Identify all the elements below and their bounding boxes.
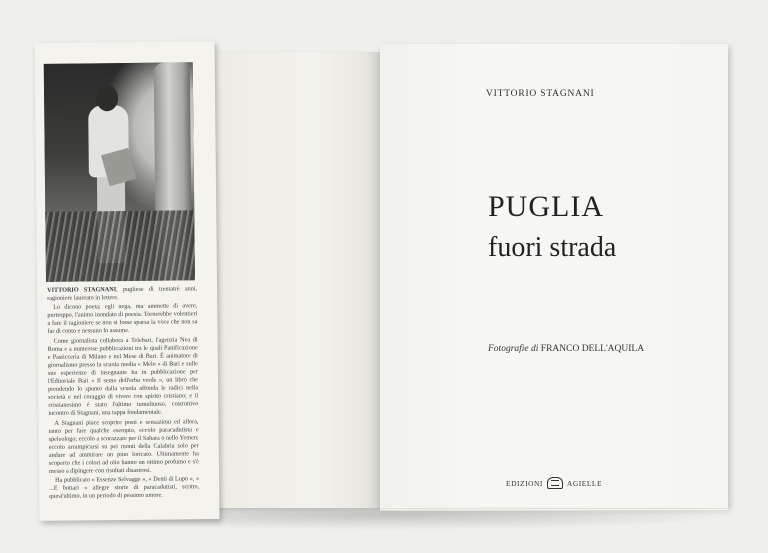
bio-paragraph: A Stagnani piace scoprire posti e sensazioni ed allora, tanto per fare qualche esempio, eccolo paracadutista e speleologo; eccolo a scorazzare per il Sahara o nello Yemen; eccolo arrampicarsi su pei monti della Calabria solo per andare ad ammirare un pino loricato. Ultimamente ha scoperto che i colori ad olio hanno un ottimo profumo e s'è messo a dipingere con risultati disastrosi. (48, 417, 199, 475)
author-bio (47, 285, 199, 502)
bio-paragraph: Lo dicono poeta; egli nega, ma ammette di avere, purtroppo, l'animo inondato di poesia. Tornerebbe volentieri a fare il ragioniere se non si fosse sparsa la voce che non sa far di conto e nessuno lo assume. (47, 302, 198, 336)
bio-author-name: VITTORIO STAGNANI (47, 286, 117, 294)
publisher-logo-icon (547, 477, 563, 489)
dust-jacket-flap (35, 41, 220, 521)
book-title: PUGLIA (488, 190, 604, 223)
author-name: VITTORIO STAGNANI (486, 89, 595, 99)
publisher-left: EDIZIONI (506, 478, 543, 488)
publisher-right: AGIELLE (566, 478, 603, 488)
photo-credit (488, 344, 644, 354)
page-edges (380, 507, 728, 511)
photo-credit-label: Fotografie di (488, 344, 539, 354)
publisher-imprint (506, 474, 646, 492)
bio-paragraph: Ha pubblicato « Essenze Selvagge », « Denti di Lupo », « ...E bottari » allegre storie di paracadutisti, scritto, quest'ultimo, in un periodo di pessimo umore. (49, 475, 200, 501)
book-subtitle: fuori strada (488, 232, 617, 263)
bio-intro: , pugliese di trentatrè anni, ragioniere laureato in lettere. (47, 285, 198, 302)
bio-paragraph: Come giornalista collabora a Telebari, l'agenzia Nea di Roma e a numerose pubblicazioni tra le quali Panificazione e Pasticceria di Milano e nel Mese di Bari. È animatore di giornalismo presso la scuola media « Melo » di Bari e sulle sue esperienze di insegnante ha in pubblicazione per l'Editoriale Bari « Il seme dell'erba verde », un libro che prendendo lo spunto dalla scuola affonda le radici nella società e nel coraggio di vivere con spirito cristiano; e il cristianesimo è stato l'ultimo tumultuoso, costruttivo incontro di Stagnani, una tappa fondamentale. (47, 335, 199, 418)
author-photo (44, 62, 195, 282)
inner-cover (208, 52, 384, 508)
photographer-name: FRANCO DELL'AQUILA (540, 344, 645, 354)
title-page (380, 44, 728, 507)
